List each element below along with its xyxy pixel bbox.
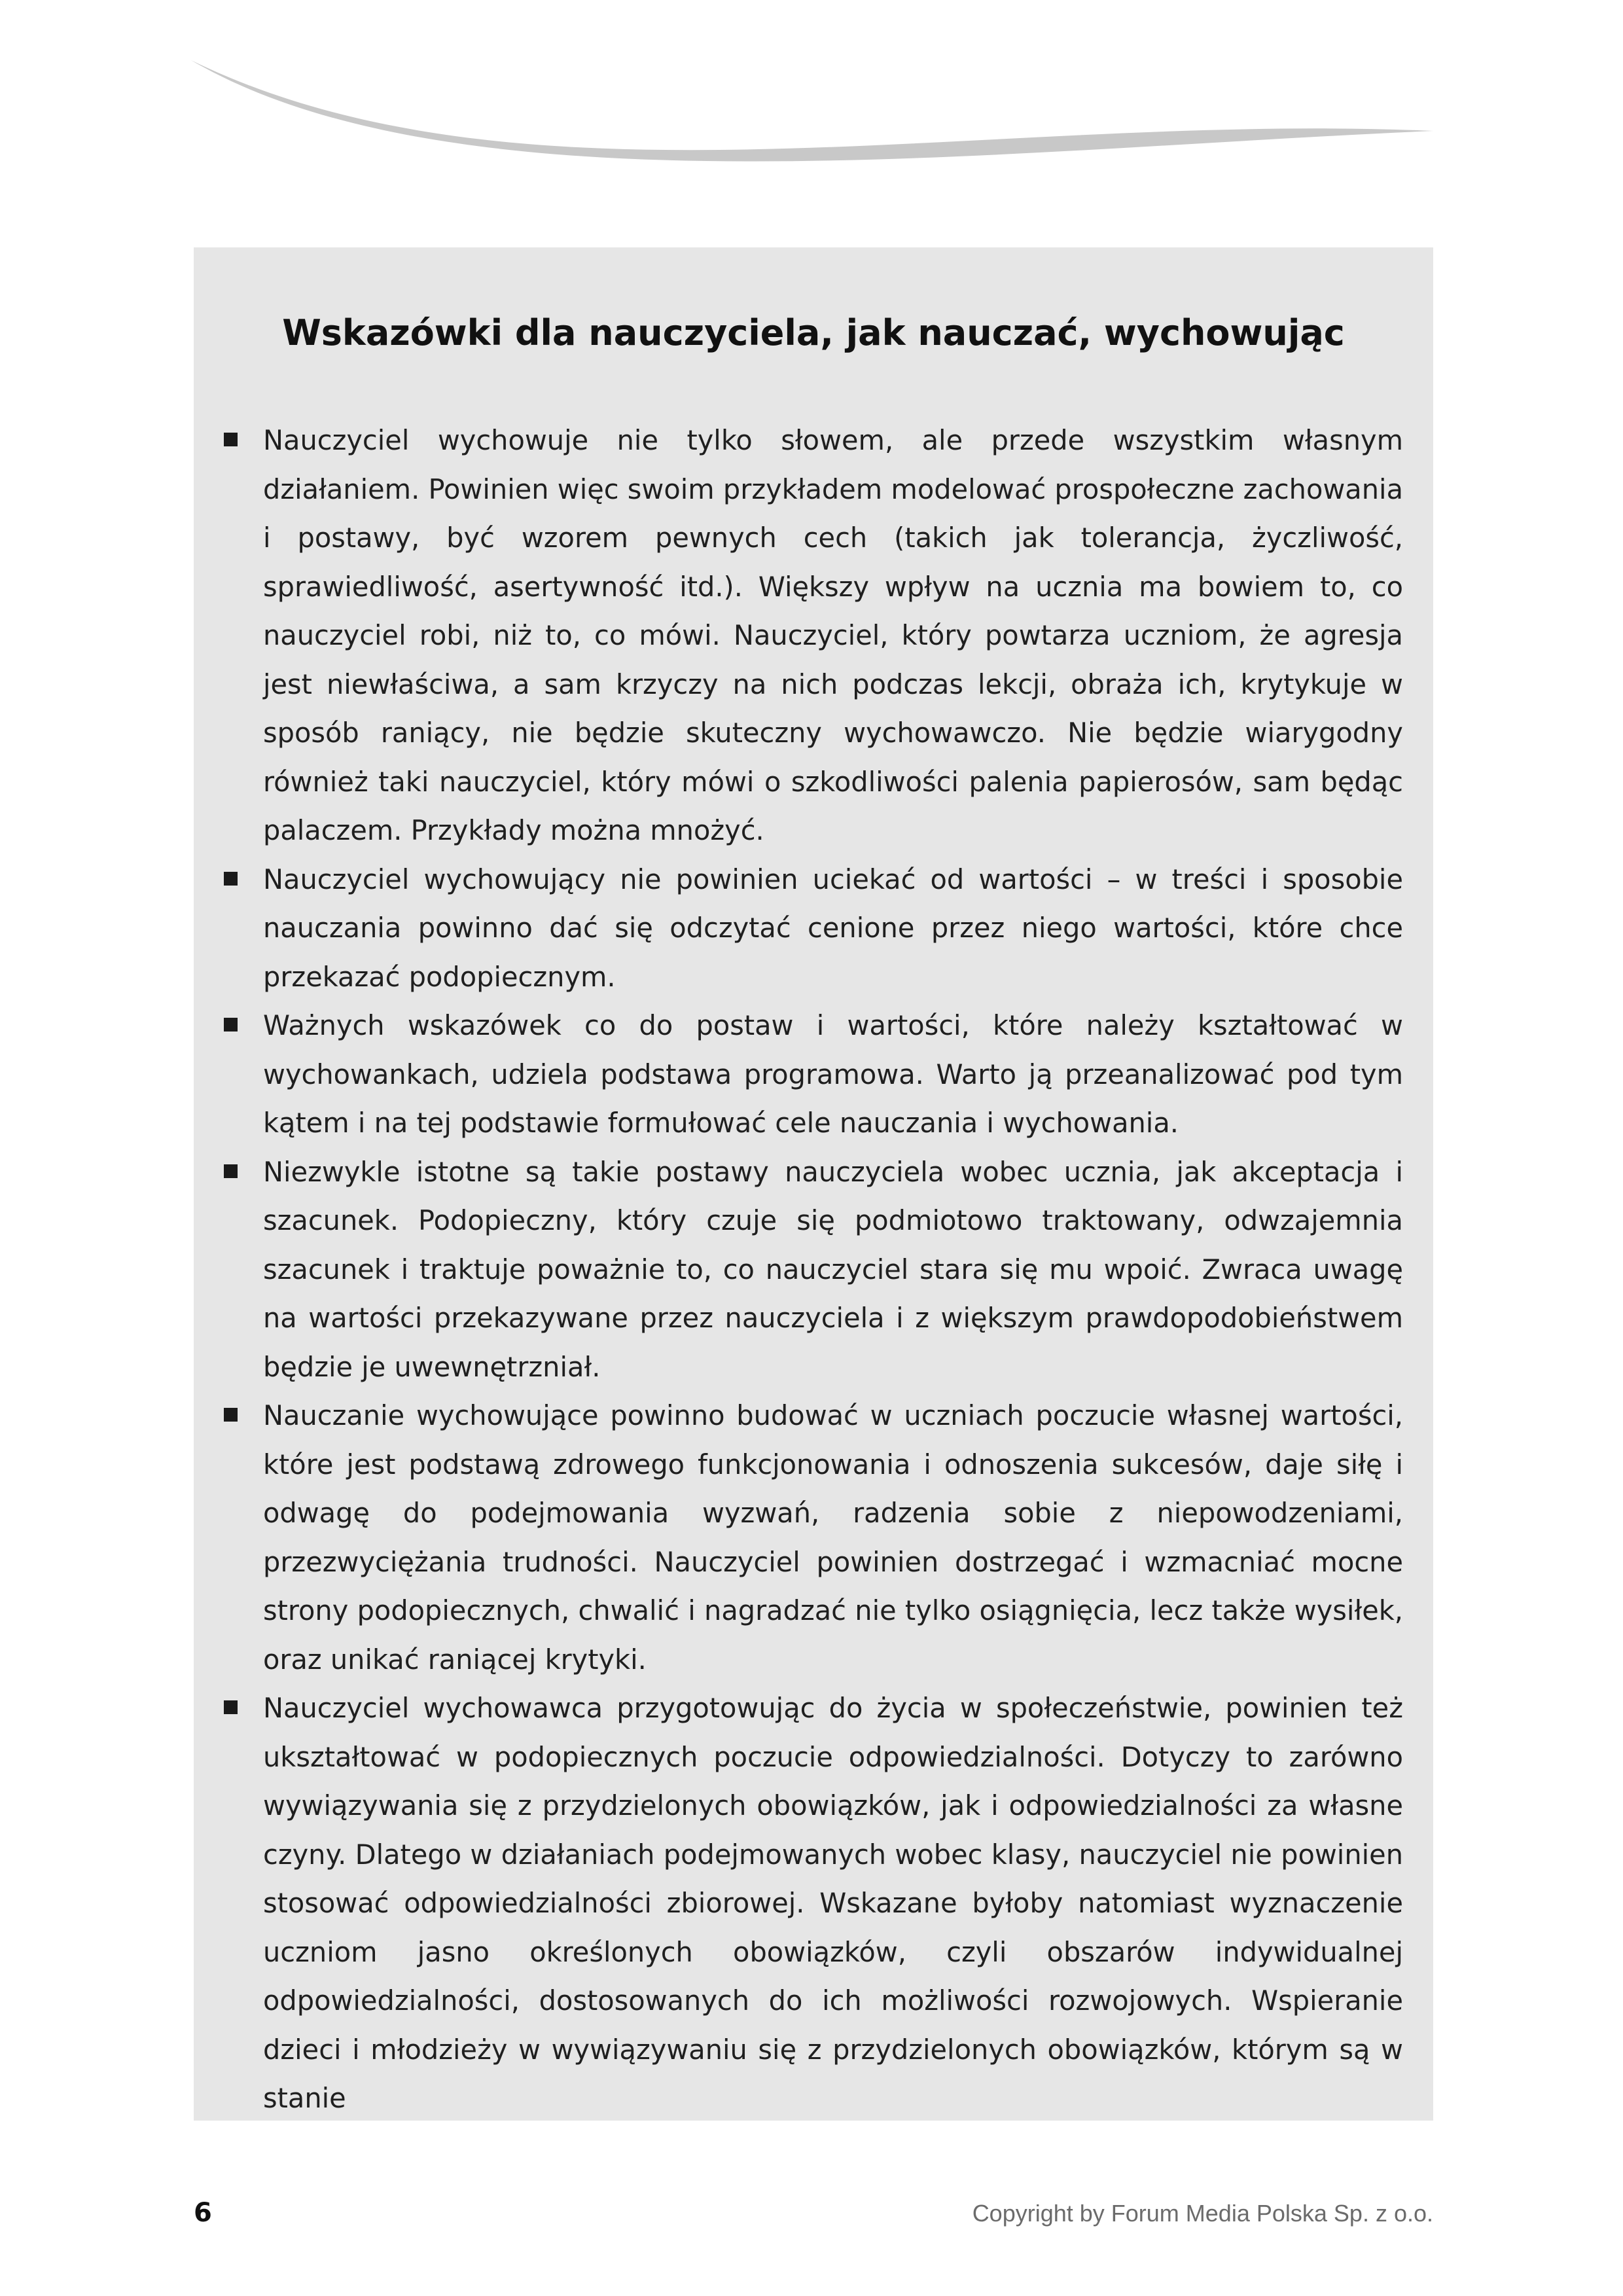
square-bullet-icon — [224, 1408, 238, 1422]
guidelines-panel — [194, 247, 1433, 2121]
square-bullet-icon — [224, 1018, 238, 1031]
list-item-text: Niezwykle istotne są takie postawy nauczyciela wobec ucznia, jak akceptacja i szacunek. Podopieczny, który czuje się podmiotowo traktowany, odwzajemnia szacunek i traktuje poważnie to, co nauczyciel stara się mu wpoić. Zwraca uwagę na wartości przekazywane przez nauczyciela i z większym prawdopodobieństwem będzie je uwewnętrzniał. — [263, 1155, 1403, 1383]
square-bullet-icon — [224, 433, 238, 446]
decorative-swoosh — [0, 0, 1623, 209]
list-item — [224, 1148, 1403, 1392]
square-bullet-icon — [224, 1700, 238, 1714]
list-item — [224, 1001, 1403, 1148]
square-bullet-icon — [224, 1164, 238, 1178]
list-item-text: Nauczyciel wychowujący nie powinien uciekać od wartości – w treści i sposobie nauczania powinno dać się odczytać cenione przez niego wartości, które chce przekazać podopiecznym. — [263, 863, 1403, 993]
square-bullet-icon — [224, 872, 238, 886]
list-item-text: Nauczyciel wychowuje nie tylko słowem, ale przede wszystkim własnym działaniem. Powinien więc swoim przykładem modelować prospołeczne zachowania i postawy, być wzorem pewnych cech (takich jak tolerancja, życzliwość, sprawiedliwość, asertywność itd.). Większy wpływ na ucznia ma bowiem to, co nauczyciel robi, niż to, co mówi. Nauczyciel, który powtarza uczniom, że agresja jest niewłaściwa, a sam krzyczy na nich podczas lekcji, obraża ich, krytykuje w sposób raniący, nie będzie skuteczny wychowawczo. Nie będzie wiarygodny również taki nauczyciel, który mówi o szkodliwości palenia papierosów, sam będąc palaczem. Przykłady można mnożyć. — [263, 424, 1403, 846]
list-item-text: Ważnych wskazówek co do postaw i wartości, które należy kształtować w wychowankach, udziela podstawa programowa. Warto ją przeanalizować pod tym kątem i na tej podstawie formułować cele nauczania i wychowania. — [263, 1009, 1403, 1139]
list-item — [224, 1684, 1403, 2123]
list-item — [224, 855, 1403, 1002]
panel-title: Wskazówki dla nauczyciela, jak nauczać, wychowując — [282, 312, 1345, 353]
list-item-text: Nauczyciel wychowawca przygotowując do życia w społeczeństwie, powinien też ukształtować w podopiecznych poczucie odpowiedzialności. Dotyczy to zarówno wywiązywania się z przydzielonych obowiązków, jak i odpowiedzialności za własne czyny. Dlatego w działaniach podejmowanych wobec klasy, nauczyciel nie powinien stosować odpowiedzialności zbiorowej. Wskazane byłoby natomiast wyznaczenie uczniom jasno określonych obowiązków, czyli obszarów indywidualnej odpowiedzialności, dostosowanych do ich możliwości rozwojowych. Wspieranie dzieci i młodzieży w wywiązywaniu się z przydzielonych obowiązków, którym są w stanie — [263, 1692, 1403, 2114]
list-item — [224, 1391, 1403, 1684]
list-item-text: Nauczanie wychowujące powinno budować w uczniach poczucie własnej wartości, które jest podstawą zdrowego funkcjonowania i odnoszenia sukcesów, daje siłę i odwagę do podejmowania wyzwań, radzenia sobie z niepowodzeniami, przezwyciężania trudności. Nauczyciel powinien dostrzegać i wzmacniać mocne strony podopiecznych, chwalić i nagradzać nie tylko osiągnięcia, lecz także wysiłek, oraz unikać raniącej krytyki. — [263, 1399, 1403, 1676]
copyright-notice: Copyright by Forum Media Polska Sp. z o.o. — [972, 2200, 1433, 2227]
page-number: 6 — [194, 2198, 212, 2228]
guidelines-list — [224, 416, 1403, 2123]
list-item — [224, 416, 1403, 855]
